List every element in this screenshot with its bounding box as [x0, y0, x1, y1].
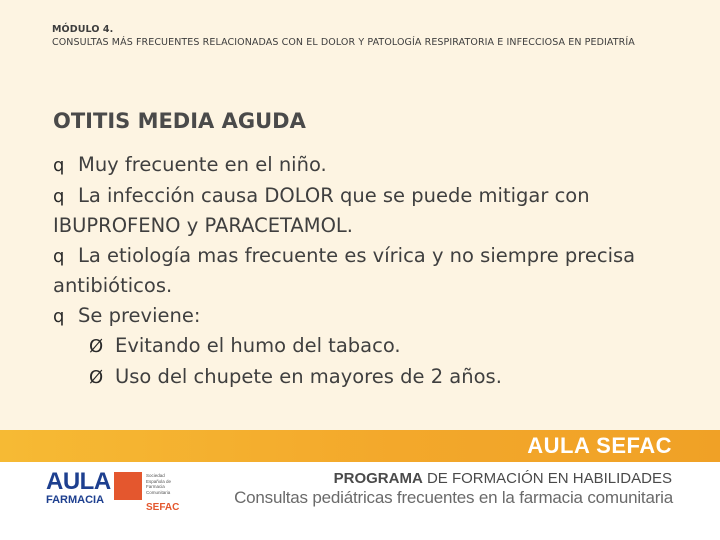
sub-bullet-item	[53, 331, 673, 362]
sub-bullet-text: Uso del chupete en mayores de 2 años.	[115, 364, 502, 388]
bullet-item	[53, 150, 673, 181]
bullet-text: La infección causa DOLOR que se puede mitigar con IBUPROFENO y PARACETAMOL.	[53, 183, 590, 237]
sefac-logo-mark	[114, 472, 142, 500]
arrow-bullet-icon: Ø	[89, 366, 104, 388]
program-subtitle: Consultas pediátricas frecuentes en la farmacia comunitaria	[234, 488, 673, 507]
bullet-text: La etiología mas frecuente es vírica y no siempre precisa antibióticos.	[53, 243, 636, 297]
program-title-rest: DE FORMACIÓN EN HABILIDADES	[422, 470, 672, 487]
bullet-text: Muy frecuente en el niño.	[78, 153, 327, 176]
footer-logos	[0, 462, 720, 540]
module-header	[52, 24, 672, 49]
bullet-text: Se previene:	[78, 303, 201, 327]
sefac-logo-word: SEFAC	[146, 502, 180, 513]
aula-logo-word: AULA	[46, 468, 111, 495]
sub-bullet-text: Evitando el humo del tabaco.	[115, 334, 401, 357]
arrow-bullet-icon: Ø	[89, 336, 104, 357]
checkbox-bullet-icon: q	[53, 185, 65, 207]
checkbox-bullet-icon: q	[53, 155, 65, 176]
sub-bullet-item	[53, 362, 673, 393]
module-label: MÓDULO 4.	[52, 24, 114, 35]
band-title: AULA SEFAC	[527, 433, 672, 458]
bullet-item	[53, 241, 673, 301]
aula-logo-sub: FARMACIA	[46, 494, 105, 506]
bullet-item	[53, 181, 673, 241]
sefac-logo-text: Sociedad Española de Farmacia Comunitaria	[146, 473, 172, 495]
aula-farmacia-logo	[46, 468, 111, 516]
footer-band	[0, 430, 720, 462]
module-subtitle: CONSULTAS MÁS FRECUENTES RELACIONADAS CON EL DOLOR Y PATOLOGÍA RESPIRATORIA E INFECCIOSA EN PEDIATRÍA	[52, 36, 635, 48]
checkbox-bullet-icon: q	[53, 245, 65, 267]
bullet-item	[53, 301, 673, 332]
slide-title: OTITIS MEDIA AGUDA	[53, 109, 306, 133]
sefac-logo	[114, 472, 180, 520]
bullet-list	[53, 150, 673, 392]
program-title	[334, 470, 672, 487]
checkbox-bullet-icon: q	[53, 305, 65, 327]
program-title-strong: PROGRAMA	[333, 470, 423, 487]
